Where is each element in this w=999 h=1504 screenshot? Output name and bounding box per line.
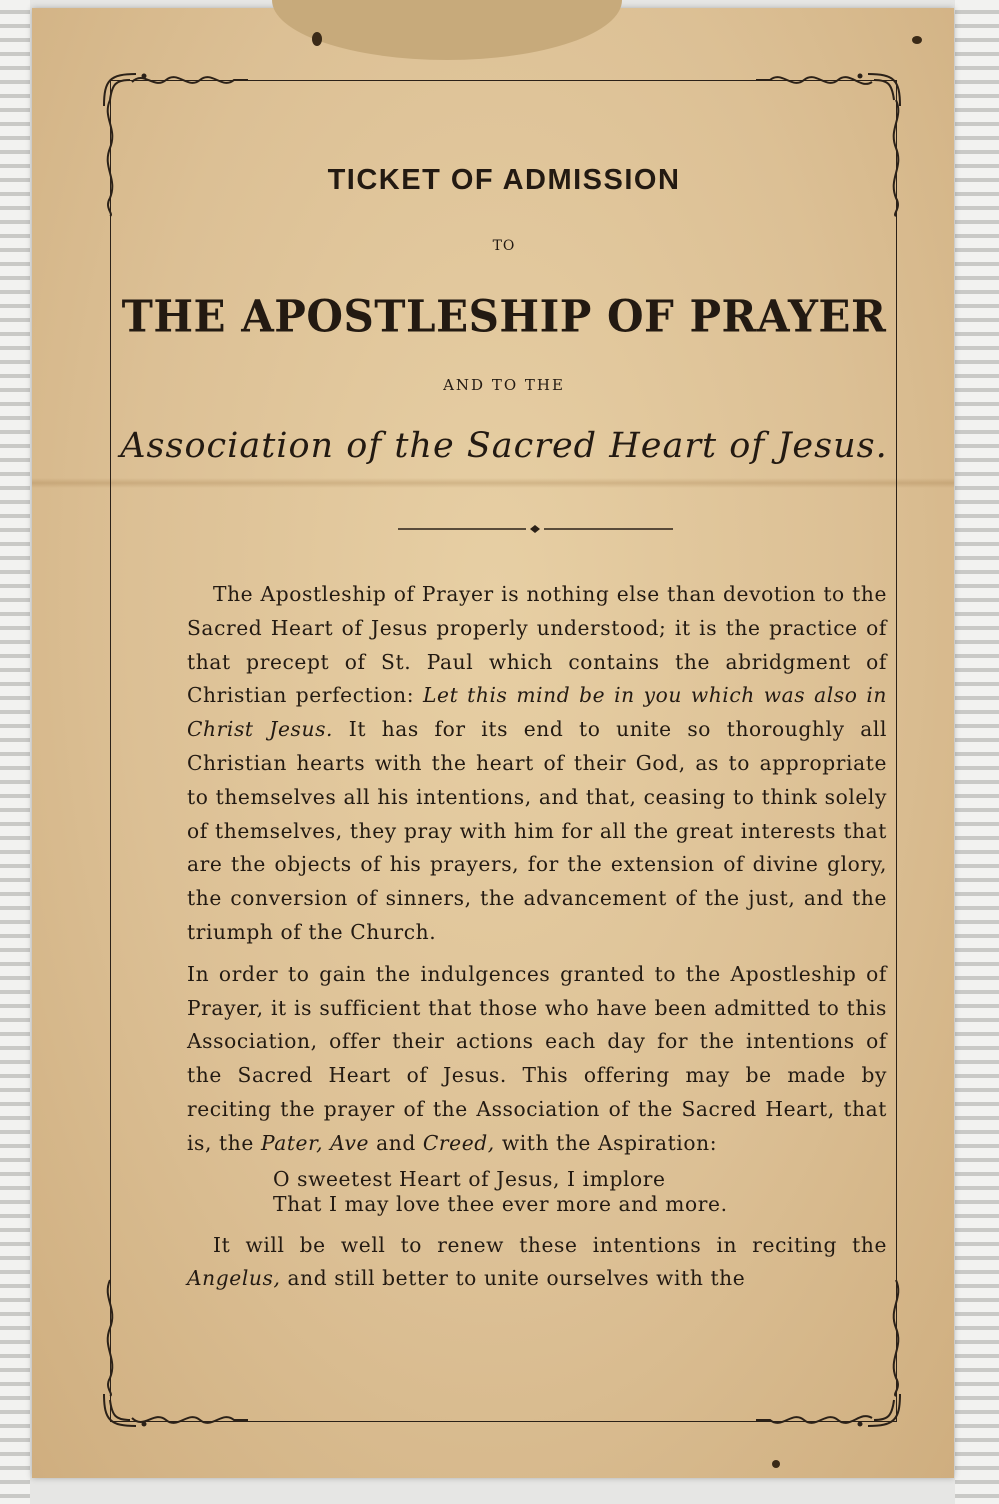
ticket-page (32, 8, 954, 1478)
side-vine-icon (102, 1278, 118, 1398)
paragraph-purpose (187, 578, 887, 950)
side-vine-icon (102, 98, 118, 218)
verse-line-1: O sweetest Heart of Jesus, I implore (273, 1166, 666, 1191)
ink-spot (772, 1460, 780, 1468)
sleeve-left-edge (0, 0, 30, 1504)
association-subtitle: Association of the Sacred Heart of Jesus. (120, 426, 888, 466)
pater-ave-label: Pater, Ave (260, 1130, 370, 1155)
border-flourish-icon (130, 68, 250, 92)
angelus-label: Angelus, (187, 1266, 281, 1291)
paragraph-indulgences (187, 958, 887, 1161)
aspiration-verse (273, 1167, 887, 1217)
border-flourish-icon (130, 1408, 250, 1432)
ink-spot (912, 36, 922, 44)
creed-label: Creed, (422, 1130, 495, 1155)
to-label: TO (492, 238, 516, 254)
para2-text-a: In order to gain the indulgences granted to the Apostleship of Prayer, it is sufficient that those who have been admitted to this Association, offer their actions each day for the intentions of the Sacred Heart of Jesus. This offering may be made by reciting the prayer of the Association of the Sacred Heart, that is, the (187, 961, 887, 1155)
paragraph-renewal (187, 1229, 887, 1297)
ticket-heading: TICKET OF ADMISSION (327, 164, 681, 196)
border-flourish-icon (754, 1408, 874, 1432)
para1-text-b: It has for its end to unite so thoroughly all Christian hearts with the heart of their God, as to appropriate to themselves all his intentions, and that, ceasing to think solely of themselves, they pray with him for all the great interests that are the objects of his prayers, for the extension of divine glory, the conversion of sinners, the advancement of the just, and the triumph of the Church. (187, 717, 888, 944)
side-vine-icon (888, 98, 904, 218)
sleeve-right-edge (955, 0, 999, 1504)
para3-text-a: It will be well to renew these intentions in reciting the (213, 1232, 887, 1257)
side-vine-icon (888, 1278, 904, 1398)
scripture-quote: Let this mind be in you which was also in Christ Jesus. (187, 683, 887, 742)
border-flourish-icon (754, 68, 874, 92)
body-text (187, 578, 887, 1296)
page-title: THE APOSTLESHIP OF PRAYER (121, 290, 887, 343)
and-the-label: AND TO THE (443, 376, 565, 394)
verse-line-2: That I may love thee ever more and more. (273, 1191, 728, 1216)
para3-text-b: and still better to unite ourselves with the (280, 1266, 746, 1291)
ink-spot (312, 32, 322, 46)
divider-rule-icon (398, 524, 673, 534)
para1-text-a: The Apostleship of Prayer is nothing else than devotion to the Sacred Heart of Jesus properly understood; it is the practice of that precept of St. Paul which contains the abridgment of Christian perfection: (187, 582, 887, 708)
page-notch (272, 0, 622, 60)
para2-text-b: with the Aspiration: (494, 1130, 718, 1155)
para2-and: and (369, 1130, 423, 1155)
